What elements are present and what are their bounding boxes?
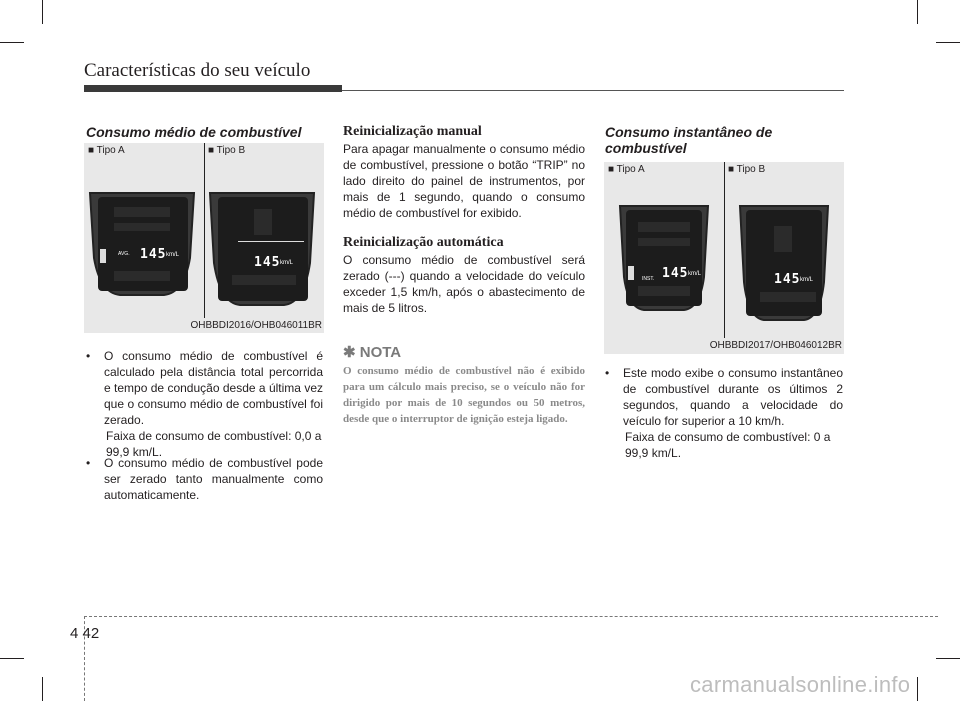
cluster-display-illustration: [84, 163, 324, 318]
bullet-range: Faixa de consumo de combustível: 0 a 99,9 km/L.: [625, 430, 831, 460]
list-item: [86, 455, 323, 503]
figure-average-consumption: [84, 143, 324, 333]
display-unit-a: km/L: [166, 252, 180, 258]
crop-mark: [0, 658, 24, 659]
crop-mark: [936, 658, 960, 659]
display-value-a: 145: [140, 247, 167, 262]
crop-mark: [0, 42, 24, 43]
header-bar: [84, 85, 342, 92]
header-rule: [342, 90, 844, 91]
display-mode-label: AVG.: [118, 251, 130, 257]
display-mode-label: INST.: [642, 276, 655, 282]
figure-code: OHBBDI2016/OHB046011BR: [190, 320, 322, 331]
display-value-a: 145: [662, 266, 689, 281]
note-title: ✱ NOTA: [343, 344, 402, 361]
page-header-title: Características do seu veículo: [84, 60, 311, 81]
bullet-text: O consumo médio de combustível pode ser zerado tanto manualmente como automaticamente.: [104, 456, 323, 502]
crop-mark: [42, 0, 43, 24]
section-title-instant-line2: combustível: [605, 140, 687, 156]
figure-type-b-label: ■ Tipo B: [208, 145, 246, 156]
bullet-text: O consumo médio de combustível é calculado pela distância total percorrida e tempo de condução desde a última vez que o consumo médio de combustível foi zerado.: [104, 349, 323, 427]
bullet-text: Este modo exibe o consumo instantâneo de combustível durante os últimos 2 segundos, quando a velocidade do veículo for superior a 10 km/h.: [623, 366, 843, 428]
auto-reset-text: O consumo médio de combustível será zerado (---) quando a velocidade do veículo exceder 1,5 km/h, após o abastecimento de mais de 5 litros.: [343, 253, 585, 315]
display-value-b: 145: [774, 272, 801, 287]
display-unit-b: km/L: [280, 260, 294, 266]
manual-reset-text: Para apagar manualmente o consumo médio de combustível, pressione o botão “TRIP” no lado direito do painel de instrumentos, por mais de 1 segundo, quando o consumo médio de combustível for exibido.: [343, 142, 585, 220]
section-title-instant-line1: Consumo instantâneo de: [605, 124, 773, 140]
page-number: 4 42: [70, 625, 100, 642]
watermark: carmanualsonline.info: [690, 672, 911, 697]
note-text: O consumo médio de combustível não é exibido para um cálculo mais preciso, se o veículo não for dirigido por mais de 10 segundos ou 50 metros, desde que o interruptor de ignição esteja ligado.: [343, 365, 585, 425]
display-value-b: 145: [254, 255, 281, 270]
bullet-dot: •: [605, 366, 610, 380]
crop-mark: [917, 0, 918, 24]
figure-code: OHBBDI2017/OHB046012BR: [709, 340, 842, 351]
footer-rule: [84, 616, 938, 617]
figure-type-a-label: ■ Tipo A: [608, 164, 645, 175]
subheading-auto-reset: Reinicialização automática: [343, 235, 504, 250]
section-title-average: Consumo médio de combustível: [86, 124, 302, 140]
display-unit-a: km/L: [688, 271, 702, 277]
figure-type-b-label: ■ Tipo B: [728, 164, 766, 175]
figure-type-a-label: ■ Tipo A: [88, 145, 125, 156]
cluster-display-illustration: [604, 182, 844, 337]
subheading-manual-reset: Reinicialização manual: [343, 124, 482, 139]
crop-mark: [936, 42, 960, 43]
figure-instant-consumption: [604, 162, 844, 354]
bullet-dot: •: [86, 456, 91, 470]
list-item: [86, 348, 323, 460]
bullet-dot: •: [86, 349, 91, 363]
bullet-range: Faixa de consumo de combustível: 0,0 a 99,9 km/L.: [106, 429, 322, 459]
crop-mark: [917, 677, 918, 701]
list-item: [605, 365, 843, 461]
crop-mark: [42, 677, 43, 701]
display-unit-b: km/L: [800, 277, 814, 283]
